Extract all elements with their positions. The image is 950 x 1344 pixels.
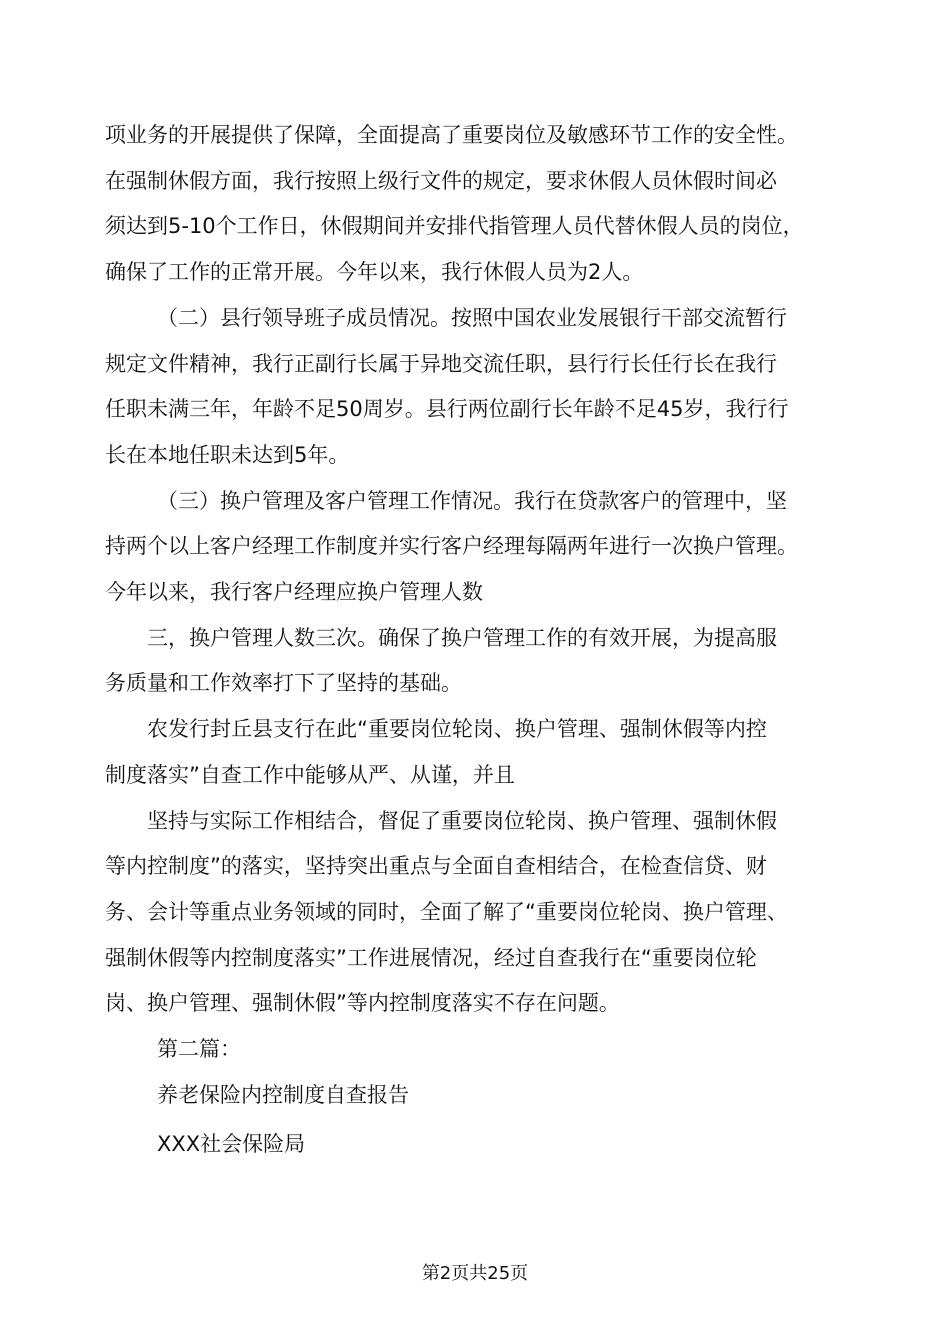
paragraph-2 — [105, 296, 840, 479]
text-line: （二）县行领导班子成员情况。按照中国农业发展银行干部交流暂行 — [157, 305, 787, 330]
paragraph-3 — [105, 479, 840, 616]
text-line: 务质量和工作效率打下了坚持的基础。 — [105, 671, 462, 696]
paragraph-6 — [105, 799, 840, 1028]
document-body — [105, 113, 840, 1168]
paragraph-4 — [105, 616, 840, 707]
paragraph-1 — [105, 113, 840, 296]
section-title: 养老保险内控制度自查报告 — [157, 1082, 409, 1107]
text-line: 任职未满三年，年龄不足50周岁。县行两位副行长年龄不足45岁，我行行 — [105, 397, 789, 422]
text-line: 在强制休假方面，我行按照上级行文件的规定，要求休假人员休假时间必 — [105, 168, 777, 193]
text-line: 项业务的开展提供了保障，全面提高了重要岗位及敏感环节工作的安全性。 — [105, 123, 798, 147]
section-label: 第二篇： — [157, 1037, 241, 1062]
text-line: 长在本地任职未达到5年。 — [105, 442, 350, 467]
text-line: 持两个以上客户经理工作制度并实行客户经理每隔两年进行一次换户管理。 — [105, 534, 798, 559]
text-line: （三）换户管理及客户管理工作情况。我行在贷款客户的管理中，坚 — [157, 488, 787, 513]
text-line: 须达到5-10个工作日，休假期间并安排代指管理人员代替休假人员的岗位， — [105, 214, 804, 239]
text-line: 强制休假等内控制度落实”工作进展情况，经过自查我行在“重要岗位轮 — [105, 945, 757, 970]
text-line: 农发行封丘县支行在此“重要岗位轮岗、换户管理、强制休假等内控 — [147, 717, 767, 742]
text-line: 三，换户管理人数三次。确保了换户管理工作的有效开展，为提高服 — [147, 625, 777, 650]
text-line: 坚持与实际工作相结合，督促了重要岗位轮岗、换户管理、强制休假 — [147, 808, 777, 833]
text-line: 今年以来，我行客户经理应换户管理人数 — [105, 580, 483, 605]
text-line: 岗、换户管理、强制休假”等内控制度落实不存在问题。 — [105, 991, 620, 1016]
organization-name: XXX社会保险局 — [157, 1132, 306, 1157]
page-footer: 第2页共25页 — [421, 1263, 529, 1284]
paragraph-5 — [105, 707, 840, 798]
text-line: 制度落实”自查工作中能够从严、从谨，并且 — [105, 762, 515, 787]
text-line: 务、会计等重点业务领域的同时，全面了解了“重要岗位轮岗、换户管理、 — [105, 899, 788, 924]
text-line: 确保了工作的正常开展。今年以来，我行休假人员为2人。 — [105, 260, 644, 285]
text-line: 规定文件精神，我行正副行长属于异地交流任职，县行行长任行长在我行 — [105, 351, 777, 376]
text-line: 等内控制度”的落实，坚持突出重点与全面自查相结合，在检查信贷、财 — [105, 854, 767, 879]
